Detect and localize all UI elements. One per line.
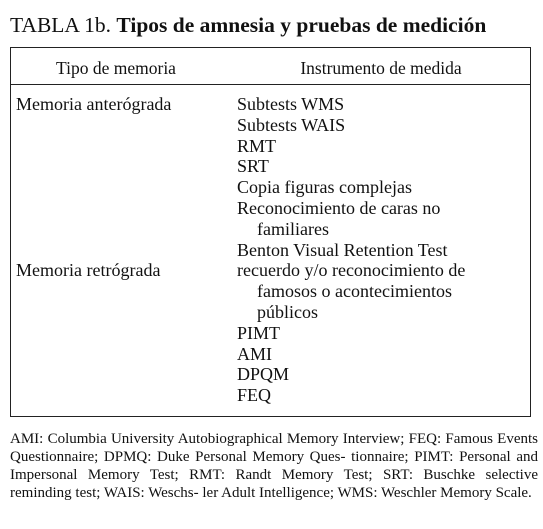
instrument-item: FEQ xyxy=(237,385,272,406)
footnote-line: Memory Test; SRT: Buschke selective reminding test; WAIS: Weschs- xyxy=(10,467,538,501)
row-tipo-anterograda: Memoria anterógrada xyxy=(16,94,172,114)
header-tipo-memoria: Tipo de memoria xyxy=(56,58,176,78)
instrument-item: recuerdo y/o reconocimiento de xyxy=(237,260,466,281)
footnote-line: Famous Events Questionnaire; DPMQ: Duke Personal Memory Ques- xyxy=(10,431,538,465)
instrument-item-continued: famosos o acontecimientos xyxy=(257,281,452,302)
header-divider xyxy=(11,84,530,85)
footnote-line: AMI: Columbia University Autobiographical Memory Interview; FEQ: xyxy=(10,431,442,447)
instrument-item: Copia figuras complejas xyxy=(237,177,412,198)
instrument-list xyxy=(237,94,465,406)
instrument-item: Reconocimiento de caras no xyxy=(237,197,441,218)
memory-table xyxy=(10,47,531,417)
instrument-item-continued: públicos xyxy=(257,301,318,322)
instrument-item: RMT xyxy=(237,135,277,156)
table-title xyxy=(10,12,486,38)
instrument-item-continued: familiares xyxy=(257,218,329,239)
header-instrumento-medida: Instrumento de medida xyxy=(300,58,462,78)
footnote-line: tionnaire; PIMT: Personal and Impersonal Memory Test; RMT: Randt xyxy=(10,449,538,483)
table-title-label: TABLA 1b. xyxy=(10,13,112,37)
instrument-item: PIMT xyxy=(237,322,281,343)
table-footnote xyxy=(10,430,538,502)
row-tipo-retrograda: Memoria retrógrada xyxy=(16,260,161,281)
instrument-item: DPQM xyxy=(237,364,290,385)
instrument-item: Subtests WAIS xyxy=(237,114,346,135)
instrument-item: Benton Visual Retention Test xyxy=(237,239,448,260)
table-title-text: Tipos de amnesia y pruebas de medición xyxy=(116,13,487,37)
instrument-item: SRT xyxy=(237,156,269,177)
instrument-item: AMI xyxy=(237,343,272,364)
footnote-line: ler Adult Intelligence; WMS: Weschler Memory Scale. xyxy=(202,485,532,501)
instrument-item: Subtests WMS xyxy=(237,94,345,114)
